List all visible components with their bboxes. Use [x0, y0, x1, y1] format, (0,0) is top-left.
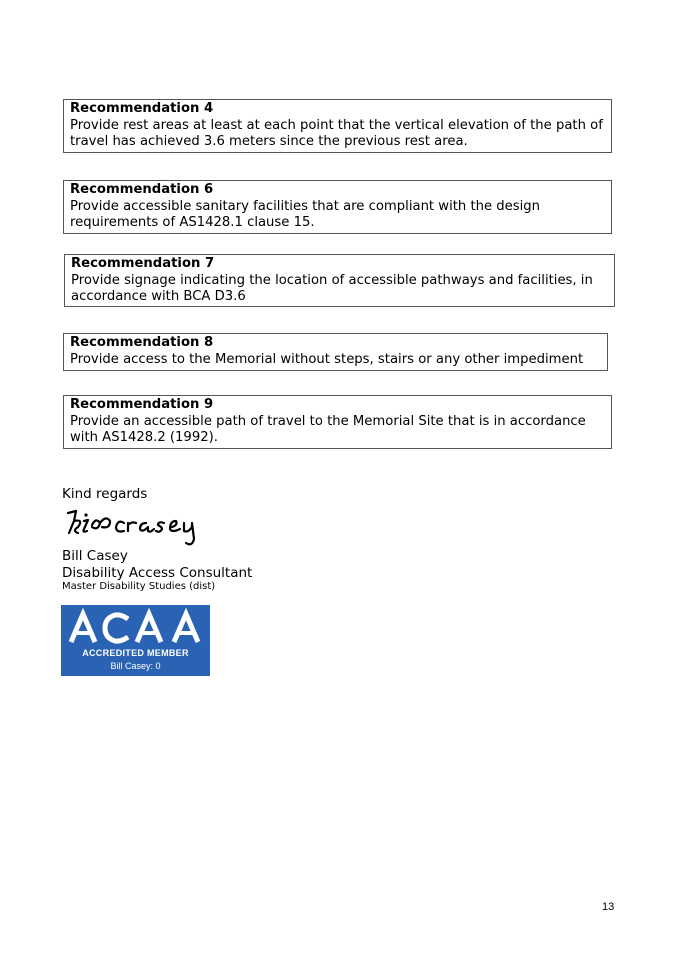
recommendation-title: Recommendation 8	[70, 335, 214, 350]
recommendation-text: Provide signage indicating the location of accessible pathways and facilities, in accordance with BCA D3.6	[71, 272, 593, 304]
acaa-logo	[61, 605, 210, 649]
acaa-accredited-member-badge	[61, 605, 210, 676]
signatory-qualifications: Master Disability Studies (dist)	[62, 581, 216, 592]
closing-regards: Kind regards	[62, 486, 148, 502]
recommendation-title: Recommendation 7	[71, 256, 215, 271]
recommendation-text: Provide accessible sanitary facilities that are compliant with the design requirements of AS1428.1 clause 15.	[70, 198, 541, 230]
recommendation-9-box	[63, 395, 612, 449]
recommendation-4-box	[63, 99, 612, 153]
signatory-name: Bill Casey	[62, 548, 128, 564]
badge-holder-label: Bill Casey: 0	[110, 661, 161, 671]
signatory-role: Disability Access Consultant	[62, 565, 253, 581]
recommendation-text: Provide access to the Memorial without steps, stairs or any other impediment	[70, 351, 584, 367]
recommendation-title: Recommendation 6	[70, 182, 214, 197]
recommendation-text: Provide rest areas at least at each point that the vertical elevation of the path of travel has achieved 3.6 meters since the previous rest area.	[70, 117, 603, 149]
recommendation-8-box	[63, 333, 608, 371]
recommendation-6-box	[63, 180, 612, 234]
recommendation-title: Recommendation 4	[70, 101, 214, 116]
badge-member-label: ACCREDITED MEMBER	[82, 648, 189, 658]
page-number: 13	[602, 901, 615, 913]
recommendation-text: Provide an accessible path of travel to the Memorial Site that is in accordance with AS1428.2 (1992).	[70, 413, 586, 445]
recommendation-7-box	[64, 254, 615, 307]
handwritten-signature	[62, 503, 212, 551]
recommendation-title: Recommendation 9	[70, 397, 214, 412]
